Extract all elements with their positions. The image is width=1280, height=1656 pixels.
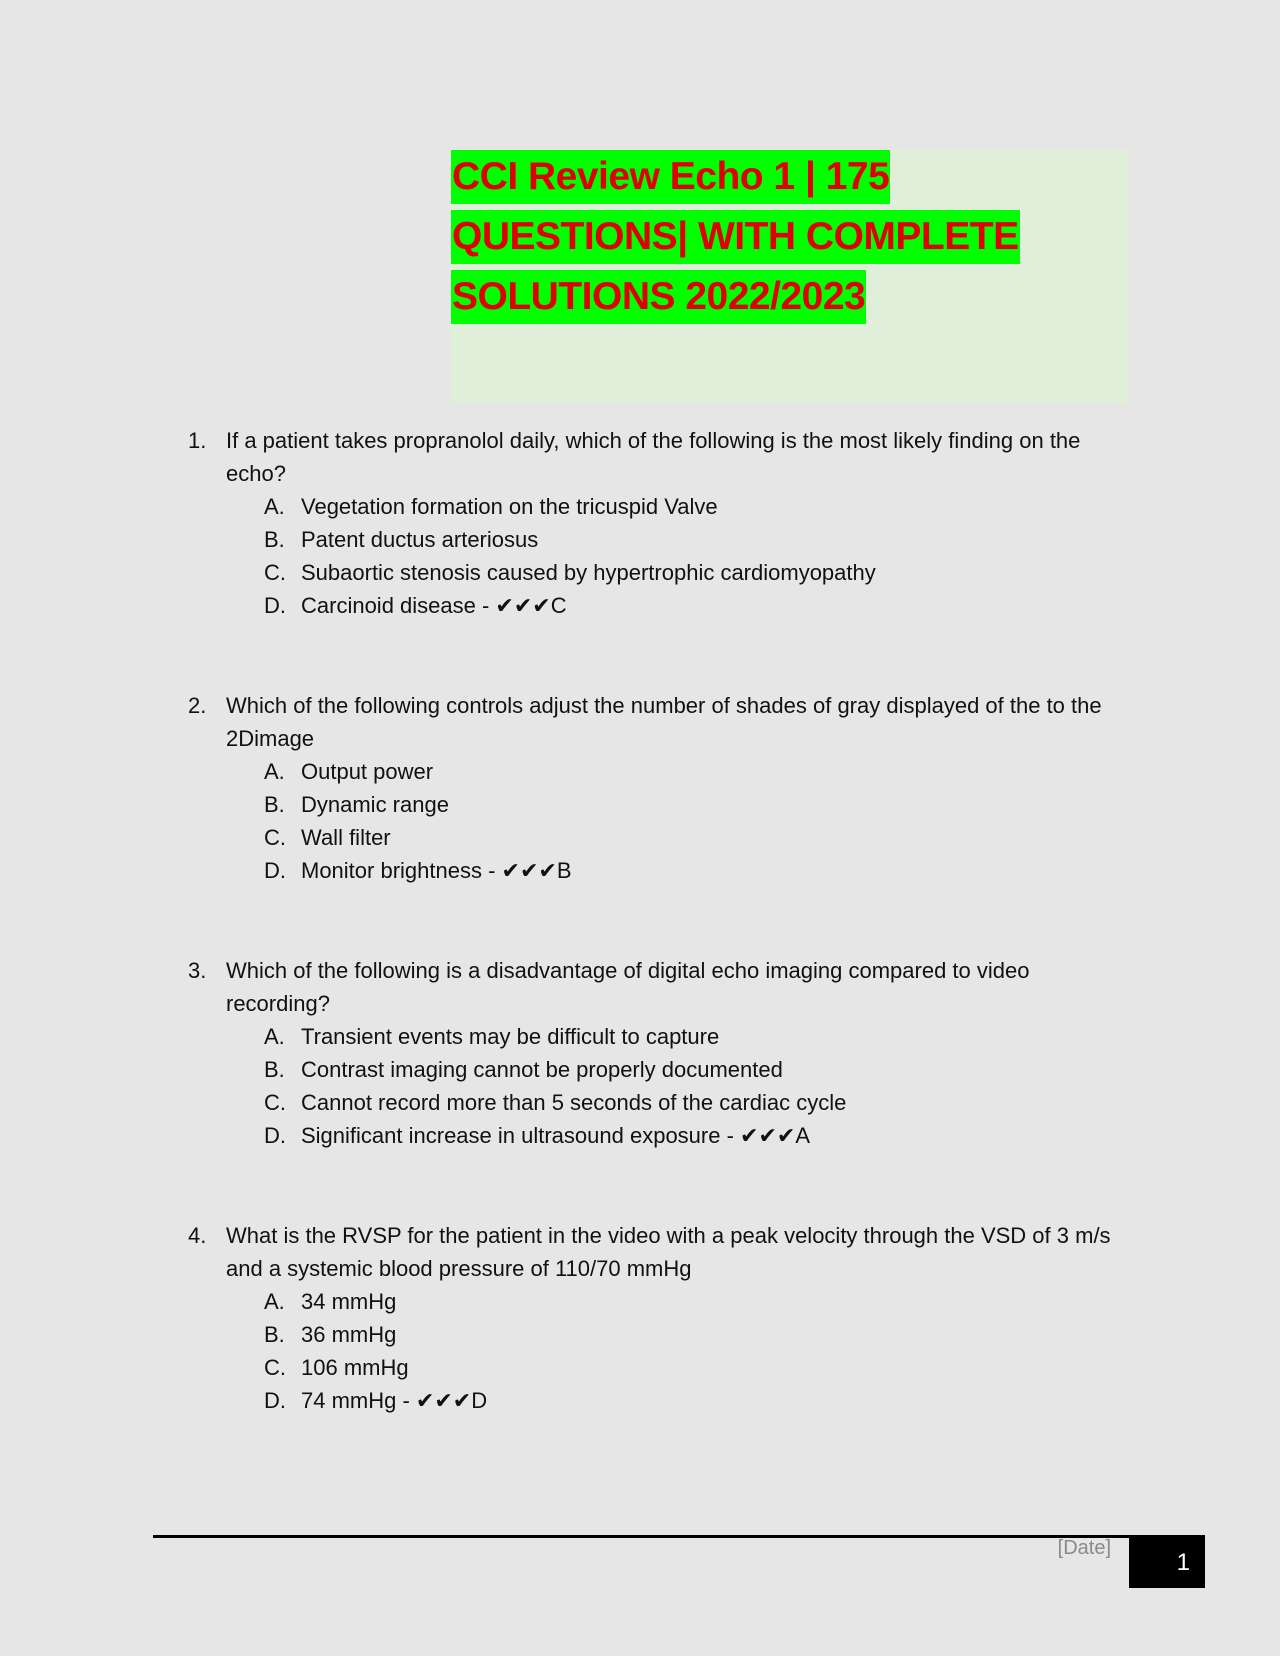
option-letter: C. [264, 560, 286, 585]
option-text: 106 mmHg [301, 1355, 409, 1380]
option-a [188, 755, 1128, 788]
option-d [188, 1119, 1128, 1152]
option-letter: D. [264, 858, 286, 883]
option-letter: A. [264, 1024, 285, 1049]
option-text: Patent ductus arteriosus [301, 527, 539, 552]
option-letter: B. [264, 792, 285, 817]
option-b [188, 523, 1128, 556]
question-text: Which of the following is a disadvantage of digital echo imaging compared to video recording? [226, 958, 1030, 1016]
option-b [188, 1318, 1128, 1351]
option-a [188, 1285, 1128, 1318]
option-letter: A. [264, 759, 285, 784]
option-text: 36 mmHg [301, 1322, 397, 1347]
document-title [451, 150, 1171, 330]
option-letter: B. [264, 1057, 285, 1082]
option-list [188, 1285, 1128, 1417]
title-line [451, 150, 1171, 204]
title-line-text: QUESTIONS| WITH COMPLETE [451, 210, 1020, 264]
option-letter: B. [264, 527, 285, 552]
option-c [188, 1086, 1128, 1119]
title-line-text: SOLUTIONS 2022/2023 [451, 270, 866, 324]
option-list [188, 1020, 1128, 1152]
option-text: Carcinoid disease - ✔✔✔C [301, 593, 567, 618]
question-number: 2. [188, 693, 207, 718]
option-letter: A. [264, 1289, 285, 1314]
option-letter: D. [264, 1388, 286, 1413]
option-text: 34 mmHg [301, 1289, 397, 1314]
question-2 [188, 689, 1128, 954]
question-text: Which of the following controls adjust the number of shades of gray displayed of the to the 2Dimage [226, 693, 1102, 751]
title-line [451, 270, 1171, 324]
option-letter: C. [264, 1090, 286, 1115]
question-number: 1. [188, 428, 207, 453]
page-number: 1 [1129, 1535, 1205, 1588]
option-b [188, 1053, 1128, 1086]
option-letter: C. [264, 825, 286, 850]
option-letter: B. [264, 1322, 285, 1347]
question-text: If a patient takes propranolol daily, which of the following is the most likely finding on the echo? [226, 428, 1081, 486]
title-line-text: CCI Review Echo 1 | 175 [451, 150, 890, 204]
question-1 [188, 424, 1128, 689]
footer-rule [153, 1535, 1129, 1538]
option-text: Significant increase in ultrasound exposure - ✔✔✔A [301, 1123, 810, 1148]
option-b [188, 788, 1128, 821]
option-text: Subaortic stenosis caused by hypertrophic cardiomyopathy [301, 560, 876, 585]
option-d [188, 589, 1128, 622]
question-4 [188, 1219, 1128, 1419]
footer-date: [Date] [1057, 1537, 1111, 1559]
option-c [188, 1351, 1128, 1384]
option-text: Dynamic range [301, 792, 449, 817]
option-text: Transient events may be difficult to capture [301, 1024, 720, 1049]
option-text: 74 mmHg - ✔✔✔D [301, 1388, 488, 1413]
option-letter: D. [264, 593, 286, 618]
option-c [188, 556, 1128, 589]
option-text: Wall filter [301, 825, 391, 850]
question-list [188, 424, 1128, 1419]
question-number: 4. [188, 1223, 207, 1248]
question-3 [188, 954, 1128, 1219]
option-text: Cannot record more than 5 seconds of the cardiac cycle [301, 1090, 847, 1115]
option-list [188, 490, 1128, 622]
option-d [188, 1384, 1128, 1417]
option-letter: D. [264, 1123, 286, 1148]
option-letter: A. [264, 494, 285, 519]
option-text: Output power [301, 759, 434, 784]
option-text: Monitor brightness - ✔✔✔B [301, 858, 572, 883]
option-c [188, 821, 1128, 854]
option-list [188, 755, 1128, 887]
question-text: What is the RVSP for the patient in the video with a peak velocity through the VSD of 3 m/s and a systemic blood pressure of 110/70 mmHg [226, 1223, 1111, 1281]
option-letter: C. [264, 1355, 286, 1380]
option-d [188, 854, 1128, 887]
option-a [188, 1020, 1128, 1053]
title-line [451, 210, 1171, 264]
option-text: Vegetation formation on the tricuspid Valve [301, 494, 718, 519]
option-text: Contrast imaging cannot be properly documented [301, 1057, 783, 1082]
option-a [188, 490, 1128, 523]
question-number: 3. [188, 958, 207, 983]
